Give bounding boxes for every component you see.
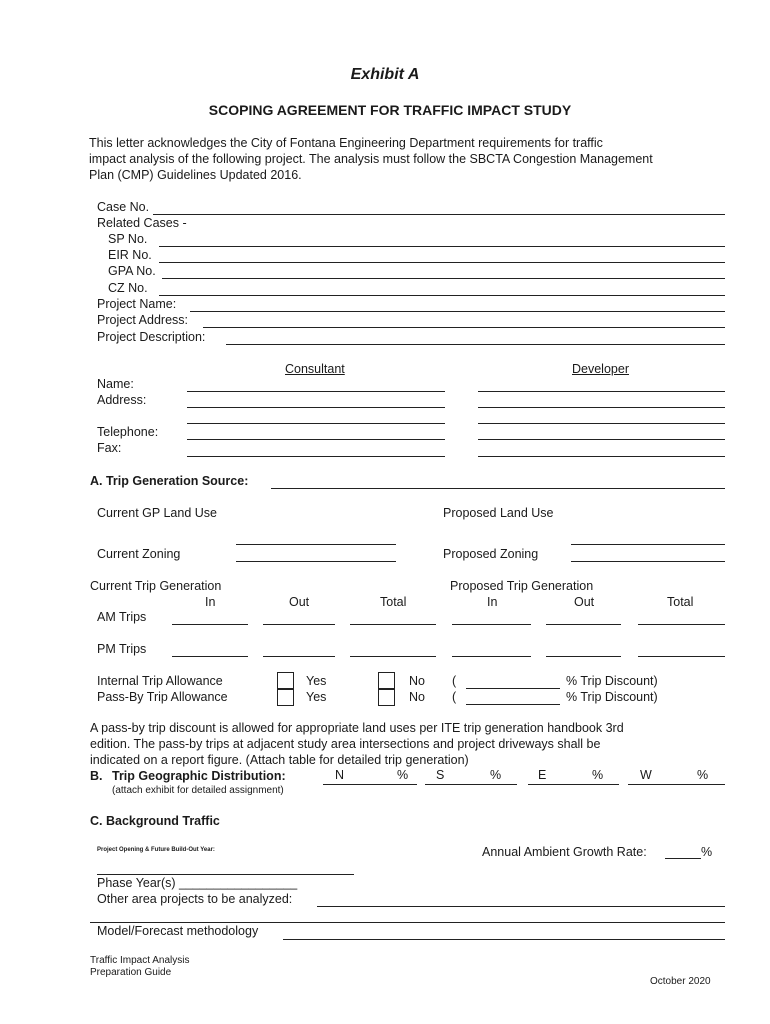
current-zoning-label: Current Zoning <box>97 547 181 561</box>
case-no-field[interactable] <box>153 214 725 215</box>
current-in-header: In <box>205 595 216 609</box>
fax-label: Fax: <box>97 441 122 455</box>
consultant-address-field-1[interactable] <box>187 407 445 408</box>
trip-generation-source-field[interactable] <box>271 488 725 489</box>
distribution-w-letter: W <box>640 768 652 782</box>
internal-trip-label: Internal Trip Allowance <box>97 674 223 688</box>
project-description-field[interactable] <box>226 344 725 345</box>
am-current-in-field[interactable] <box>172 624 248 625</box>
proposed-land-field[interactable] <box>571 544 725 545</box>
internal-no-label: No <box>409 674 425 688</box>
am-proposed-out-field[interactable] <box>546 624 621 625</box>
pm-proposed-total-field[interactable] <box>638 656 725 657</box>
internal-yes-checkbox[interactable] <box>277 672 294 689</box>
growth-rate-pct: % <box>701 845 713 859</box>
developer-address-field-1[interactable] <box>478 407 725 408</box>
opening-year-field[interactable] <box>97 874 354 875</box>
current-trip-generation-label: Current Trip Generation <box>90 579 222 593</box>
distribution-e-pct: % <box>592 768 604 782</box>
pm-current-in-field[interactable] <box>172 656 248 657</box>
distribution-e-letter: E <box>538 768 547 782</box>
eir-no-label: EIR No. <box>108 248 152 262</box>
proposed-out-header: Out <box>574 595 595 609</box>
project-name-field[interactable] <box>190 311 725 312</box>
related-cases-label: Related Cases - <box>97 216 187 230</box>
passby-yes-checkbox[interactable] <box>277 689 294 706</box>
address-label: Address: <box>97 393 147 407</box>
current-gp-label: Current GP Land Use <box>97 506 217 520</box>
footer-guide-line-2: Preparation Guide <box>90 967 172 978</box>
passby-discount-label: % Trip Discount) <box>566 690 658 704</box>
current-out-header: Out <box>289 595 310 609</box>
internal-no-checkbox[interactable] <box>378 672 395 689</box>
passby-paren: ( <box>452 690 457 704</box>
proposed-in-header: In <box>487 595 498 609</box>
growth-rate-field[interactable] <box>665 858 701 859</box>
current-gp-field[interactable] <box>236 544 396 545</box>
project-address-label: Project Address: <box>97 313 189 327</box>
am-trips-label: AM Trips <box>97 610 147 624</box>
distribution-w-pct: % <box>697 768 709 782</box>
developer-fax-field[interactable] <box>478 456 725 457</box>
distribution-n-letter: N <box>335 768 345 782</box>
internal-discount-label: % Trip Discount) <box>566 674 658 688</box>
distribution-w-field[interactable] <box>628 784 725 785</box>
current-zoning-field[interactable] <box>236 561 396 562</box>
distribution-n-field[interactable] <box>323 784 417 785</box>
developer-heading: Developer <box>572 362 629 376</box>
current-total-header: Total <box>380 595 407 609</box>
gpa-no-field[interactable] <box>162 278 725 279</box>
am-proposed-total-field[interactable] <box>638 624 725 625</box>
am-proposed-in-field[interactable] <box>452 624 531 625</box>
exhibit-label: Exhibit A <box>350 66 420 83</box>
distribution-n-pct: % <box>397 768 409 782</box>
growth-rate-label: Annual Ambient Growth Rate: <box>482 845 647 859</box>
consultant-heading: Consultant <box>285 362 345 376</box>
developer-address-field-2[interactable] <box>478 423 725 424</box>
gpa-no-label: GPA No. <box>108 264 156 278</box>
distribution-s-letter: S <box>436 768 445 782</box>
intro-line-1: This letter acknowledges the City of Fontana Engineering Department requirements for traffic <box>89 136 603 150</box>
pm-proposed-out-field[interactable] <box>546 656 621 657</box>
passby-note-2: edition. The pass-by trips at adjacent study area intersections and project driveways shall be <box>90 737 601 751</box>
pm-proposed-in-field[interactable] <box>452 656 531 657</box>
telephone-label: Telephone: <box>97 425 159 439</box>
footer-guide-line-1: Traffic Impact Analysis <box>90 955 190 966</box>
distribution-note: (attach exhibit for detailed assignment) <box>112 785 284 796</box>
passby-note-1: A pass-by trip discount is allowed for appropriate land uses per ITE trip generation handbook 3rd <box>90 721 624 735</box>
am-current-out-field[interactable] <box>263 624 335 625</box>
intro-line-3: Plan (CMP) Guidelines Updated 2016. <box>89 168 302 182</box>
passby-yes-label: Yes <box>306 690 327 704</box>
intro-line-2: impact analysis of the following project. The analysis must follow the SBCTA Congestion Management <box>89 152 653 166</box>
background-heading: C. Background Traffic <box>90 814 220 828</box>
proposed-trip-generation-label: Proposed Trip Generation <box>450 579 594 593</box>
distribution-e-field[interactable] <box>528 784 619 785</box>
cz-no-field[interactable] <box>159 295 725 296</box>
other-projects-field[interactable] <box>317 906 725 907</box>
internal-discount-field[interactable] <box>466 688 560 689</box>
opening-year-label: Project Opening & Future Build-Out Year: <box>97 847 215 853</box>
project-description-label: Project Description: <box>97 330 206 344</box>
page-title: SCOPING AGREEMENT FOR TRAFFIC IMPACT STUDY <box>208 102 572 118</box>
phase-year-label: Phase Year(s) _________________ <box>97 876 298 890</box>
passby-discount-field[interactable] <box>466 704 560 705</box>
internal-yes-label: Yes <box>306 674 327 688</box>
consultant-telephone-field[interactable] <box>187 439 445 440</box>
pm-trips-label: PM Trips <box>97 642 147 656</box>
developer-telephone-field[interactable] <box>478 439 725 440</box>
other-projects-label: Other area projects to be analyzed: <box>97 892 293 906</box>
developer-name-field[interactable] <box>478 391 725 392</box>
pm-current-out-field[interactable] <box>263 656 335 657</box>
distribution-s-field[interactable] <box>425 784 517 785</box>
project-address-field[interactable] <box>203 327 725 328</box>
case-no-label: Case No. <box>97 200 150 214</box>
other-projects-field-2[interactable] <box>90 922 725 923</box>
proposed-zoning-label: Proposed Zoning <box>443 547 539 561</box>
passby-no-label: No <box>409 690 425 704</box>
sp-no-label: SP No. <box>108 232 148 246</box>
eir-no-field[interactable] <box>159 262 725 263</box>
trip-generation-heading: A. Trip Generation Source: <box>90 474 249 488</box>
passby-trip-label: Pass-By Trip Allowance <box>97 690 228 704</box>
proposed-land-label: Proposed Land Use <box>443 506 554 520</box>
name-label: Name: <box>97 377 134 391</box>
cz-no-label: CZ No. <box>108 281 148 295</box>
am-current-total-field[interactable] <box>350 624 436 625</box>
distribution-s-pct: % <box>490 768 502 782</box>
project-name-label: Project Name: <box>97 297 177 311</box>
consultant-address-field-2[interactable] <box>187 423 445 424</box>
pm-current-total-field[interactable] <box>350 656 436 657</box>
distribution-letter: B. <box>90 769 103 783</box>
model-field[interactable] <box>283 939 725 940</box>
passby-no-checkbox[interactable] <box>378 689 395 706</box>
sp-no-field[interactable] <box>159 246 725 247</box>
proposed-total-header: Total <box>667 595 694 609</box>
consultant-fax-field[interactable] <box>187 456 445 457</box>
distribution-label: Trip Geographic Distribution: <box>112 769 286 783</box>
proposed-zoning-field[interactable] <box>571 561 725 562</box>
footer-date: October 2020 <box>650 976 711 987</box>
passby-note-3: indicated on a report figure. (Attach table for detailed trip generation) <box>90 753 469 767</box>
consultant-name-field[interactable] <box>187 391 445 392</box>
internal-paren: ( <box>452 674 457 688</box>
model-label: Model/Forecast methodology <box>97 924 259 938</box>
